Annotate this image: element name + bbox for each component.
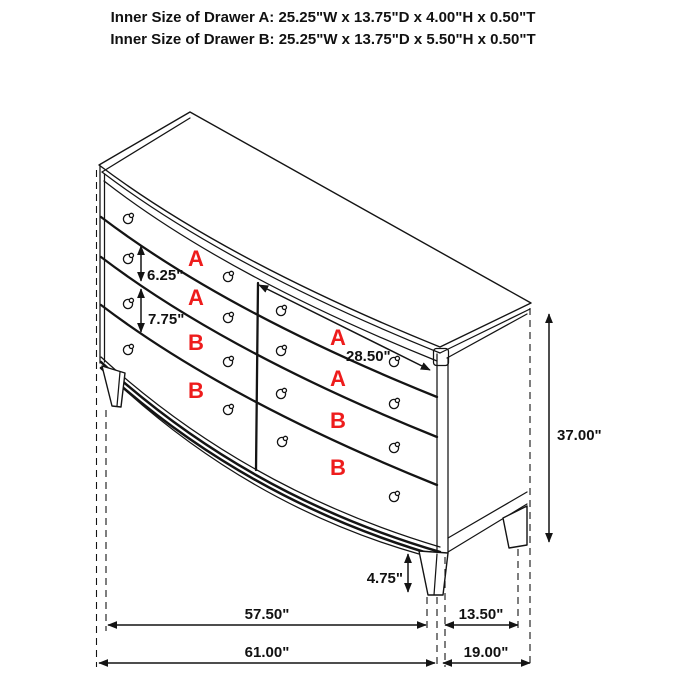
bottom-rail-top <box>101 357 440 547</box>
center-divider <box>256 283 258 470</box>
dim-label: 28.50" <box>346 348 391 365</box>
dim-body-depth <box>445 606 518 625</box>
knob-icon <box>277 436 287 446</box>
dim-label: 61.00" <box>244 644 290 661</box>
knob-icon <box>276 345 286 355</box>
dim-label: 57.50" <box>244 606 290 623</box>
dim-overall-depth <box>443 644 530 663</box>
dim-overall-width <box>99 644 435 663</box>
dim-label: 13.50" <box>458 606 504 623</box>
front-right-leg <box>419 551 448 595</box>
dim-leg-height <box>367 554 408 592</box>
drawer-b-inner-size-title: Inner Size of Drawer B: 25.25"W x 13.75"D x 5.50"H x 0.50"T <box>110 31 536 48</box>
drawer-label: A <box>188 246 204 271</box>
knob-icon <box>223 271 233 281</box>
knob-icon <box>389 442 399 452</box>
drawer-label: B <box>188 330 204 355</box>
drawer-label: B <box>330 455 346 480</box>
dim-label: 7.75" <box>148 311 185 328</box>
knob-icon <box>123 298 133 308</box>
knob-icon <box>123 253 133 263</box>
drawer-label: B <box>188 378 204 403</box>
knob-icon <box>223 356 233 366</box>
dim-label: 37.00" <box>557 427 602 444</box>
dim-overall-height <box>549 314 602 542</box>
bottom-rail <box>101 362 440 552</box>
drawer-label: A <box>330 366 346 391</box>
drawer-divider <box>101 305 437 485</box>
dim-label: 6.25" <box>147 267 184 284</box>
dim-drawer-b-front-height <box>141 289 184 332</box>
knob-icon <box>223 404 233 414</box>
front-left-leg <box>102 366 125 407</box>
dim-drawer-a-front-height <box>141 246 183 284</box>
knob-icon <box>223 312 233 322</box>
knob-icon <box>123 213 133 223</box>
knob-icon <box>389 491 399 501</box>
dim-label: 4.75" <box>366 570 403 587</box>
dim-label: 19.00" <box>463 644 509 661</box>
drawer-label: B <box>330 408 346 433</box>
dim-body-width <box>108 606 426 625</box>
drawer-a-inner-size-title: Inner Size of Drawer A: 25.25"W x 13.75"D x 4.00"H x 0.50"T <box>110 9 536 26</box>
bottom-rail <box>101 368 441 557</box>
drawer-label: A <box>188 285 204 310</box>
knob-icon <box>389 398 399 408</box>
drawer-label: A <box>330 325 346 350</box>
knob-icon <box>123 344 133 354</box>
knob-icon <box>276 305 286 315</box>
dresser-legs <box>102 366 527 595</box>
back-right-leg <box>503 506 527 548</box>
knob-icon <box>276 388 286 398</box>
knob-icon <box>389 356 399 366</box>
